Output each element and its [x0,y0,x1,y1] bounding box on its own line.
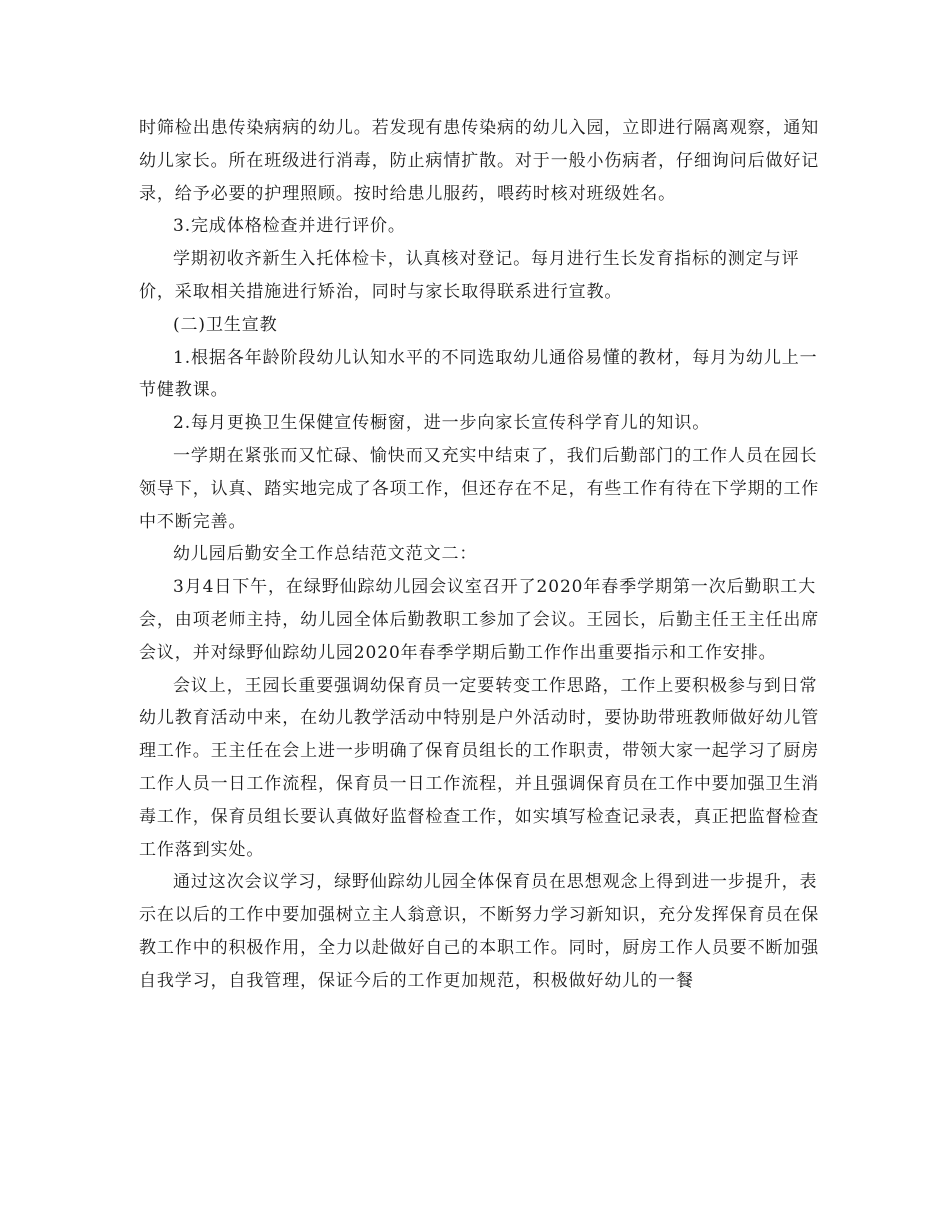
section-heading-example-two: 幼儿园后勤安全工作总结范文范文二： [173,544,478,565]
paragraph-item-3: 3.完成体格检查并进行评价。 [173,216,406,237]
paragraph-screening: 时筛检出患传染病病的幼儿。若发现有患传染病的幼儿入园，立即进行隔离观察，通知幼儿家长。所在班级进行消毒，防止病情扩散。对于一般小伤病者，仔细询问后做好记录，给予必要的护理照顾。按时给患儿服药，喂药时核对班级姓名。 [139,118,820,204]
paragraph-meeting-intro: 3月4日下午，在绿野仙踪幼儿园会议室召开了2020年春季学期第一次后勤职工大会，由项老师主持，幼儿园全体后勤教职工参加了会议。王园长，后勤主任王主任出席会议，并对绿野仙踪幼儿园2020年春季学期后勤工作作出重要指示和工作安排。 [139,577,820,663]
paragraph-meeting-outcome: 通过这次会议学习，绿野仙踪幼儿园全体保育员在思想观念上得到进一步提升，表示在以后的工作中要加强树立主人翁意识，不断努力学习新知识，充分发挥保育员在保教工作中的积极作用，全力以赴做好自己的本职工作。同时，厨房工作人员要不断加强自我学习，自我管理，保证今后的工作更加规范，积极做好幼儿的一餐 [139,872,820,991]
paragraph-meeting-content: 会议上，王园长重要强调幼保育员一定要转变工作思路，工作上要积极参与到日常幼儿教育活动中来，在幼儿教学活动中特别是户外活动时，要协助带班教师做好幼儿管理工作。王主任在会上进一步明确了保育员组长的工作职责，带领大家一起学习了厨房工作人员一日工作流程，保育员一日工作流程，并且强调保育员在工作中要加强卫生消毒工作，保育员组长要认真做好监督检查工作，如实填写检查记录表，真正把监督检查工作落到实处。 [139,675,820,860]
paragraph-item-2: 2.每月更换卫生保健宣传橱窗，进一步向家长宣传科学育儿的知识。 [173,413,711,434]
paragraph-health-check: 学期初收齐新生入托体检卡，认真核对登记。每月进行生长发育指标的测定与评价，采取相关措施进行矫治，同时与家长取得联系进行宣教。 [139,249,800,302]
paragraph-semester-summary: 一学期在紧张而又忙碌、愉快而又充实中结束了，我们后勤部门的工作人员在园长领导下，认真、踏实地完成了各项工作，但还存在不足，有些工作有待在下学期的工作中不断完善。 [139,445,820,532]
paragraph-item-1: 1.根据各年龄阶段幼儿认知水平的不同选取幼儿通俗易懂的教材，每月为幼儿上一节健教课。 [139,347,818,401]
section-heading-health-education: (二)卫生宣教 [173,314,278,335]
document-body [139,112,829,998]
